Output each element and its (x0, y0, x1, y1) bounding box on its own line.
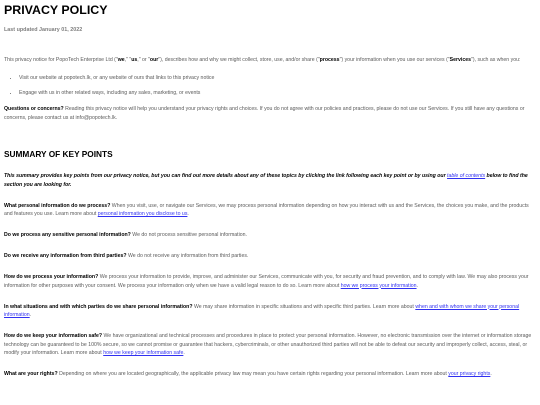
safety-link[interactable]: how we keep your information safe (103, 350, 184, 356)
summary-heading: SUMMARY OF KEY POINTS (4, 149, 113, 159)
key-point-text: When you visit, use, or navigate our Services, we may process personal information depending on how you interact with us and the Services, the choices you make, and the products and features you use. Learn more about (4, 202, 529, 217)
questions-text: Reading this privacy notice will help you understand your privacy rights and choices. If you do not agree with our policies and practices, please do not use our Services. If you still have any questions or concerns, please contact us at info@popotech.lk. (4, 106, 525, 121)
term-services: Services (449, 57, 472, 63)
questions-label: Questions or concerns? (4, 106, 64, 112)
key-point-text: We do not process sensitive personal information. (130, 232, 247, 238)
summary-intro-text: This summary provides key points from our privacy notice, but you can find out more details about any of these topics by clicking the link following each key point or by using our (4, 173, 448, 179)
key-point-question: How do we process your information? (4, 274, 99, 280)
term-us: us (131, 57, 138, 63)
key-point-personal-info (4, 202, 536, 219)
table-of-contents-link[interactable]: table of contents (447, 173, 486, 179)
key-point-question: How do we keep your information safe? (4, 333, 103, 339)
term-our: our (149, 57, 159, 63)
key-point-text: We do not receive any information from third parties. (126, 253, 249, 259)
key-point-question: In what situations and with which parties do we share personal information? (4, 303, 193, 310)
key-point-sensitive-info (4, 231, 536, 240)
intro-text-2: ," " (124, 57, 132, 63)
summary-intro (4, 172, 536, 189)
key-point-third-parties (4, 252, 536, 261)
key-point-question: Do we process any sensitive personal information? (4, 232, 131, 238)
term-we: we (117, 57, 125, 63)
intro-text-4: "), describes how and why we might collect, store, use, and/or share (" (158, 57, 320, 63)
key-point-text: We process your information to provide, improve, and administer our Services, communicate with you, for security and fraud prevention, and to comply with law. We may also process your information for other purposes with your consent. We process your information only when we have a valid legal reason to do so. Learn more about (4, 274, 529, 289)
usage-list (4, 75, 536, 98)
key-point-text: We have organizational and technical processes and procedures in place to protect your personal information. However, no electronic transmission over the internet or information storage technology can be guaranteed to be 100% secure, so we cannot promise or guarantee that hackers, cybercriminals, or other unauthorized third parties will not be able to defeat our security and improperly collect, access, steal, or modify your information. Learn more about (4, 333, 532, 356)
summary-intro-end: below to find the section you are looking for. (4, 173, 528, 188)
intro-text-6: "), such as when you: (471, 57, 521, 63)
key-point-question: What personal information do we process? (4, 202, 111, 209)
intro-text-3: ," or " (137, 57, 150, 63)
key-point-text: We may share information in specific situations and with specific third parties. Learn more about (192, 303, 416, 310)
key-point-question: Do we receive any information from third parties? (4, 253, 127, 259)
last-updated: Last updated January 01, 2022 (4, 27, 83, 33)
key-point-rights (4, 370, 536, 379)
key-point-question: What are your rights? (4, 371, 58, 377)
intro-paragraph (4, 56, 536, 65)
key-point-safety (4, 332, 536, 358)
key-point-end: . (29, 312, 32, 318)
key-point-processing (4, 273, 536, 290)
list-item: • Engage with us in other related ways, including any sales, marketing, or events (19, 90, 536, 97)
list-item: • Visit our website at popotech.lk, or any website of ours that links to this privacy notice (19, 75, 536, 82)
intro-text-1: This privacy notice for PopoTech Enterprise Ltd (" (4, 57, 118, 63)
key-point-end: . (187, 211, 189, 217)
key-point-end: . (490, 371, 492, 377)
intro-text-5: ") your information when you use our services (" (339, 57, 450, 63)
process-info-link[interactable]: how we process your information (340, 282, 417, 289)
sharing-link[interactable]: when and with whom we share your personal information (4, 303, 520, 318)
key-point-sharing (4, 303, 536, 320)
page-title: PRIVACY POLICY (4, 3, 108, 17)
questions-paragraph (4, 105, 536, 122)
key-point-end: . (416, 282, 418, 289)
key-point-text: Depending on where you are located geographically, the applicable privacy law may mean you have certain rights regarding your personal information. Learn more about (57, 371, 449, 377)
key-point-end: . (183, 350, 185, 356)
personal-info-link[interactable]: personal information you disclose to us (97, 211, 188, 217)
term-process: process (319, 57, 340, 63)
privacy-rights-link[interactable]: your privacy rights (448, 371, 491, 377)
